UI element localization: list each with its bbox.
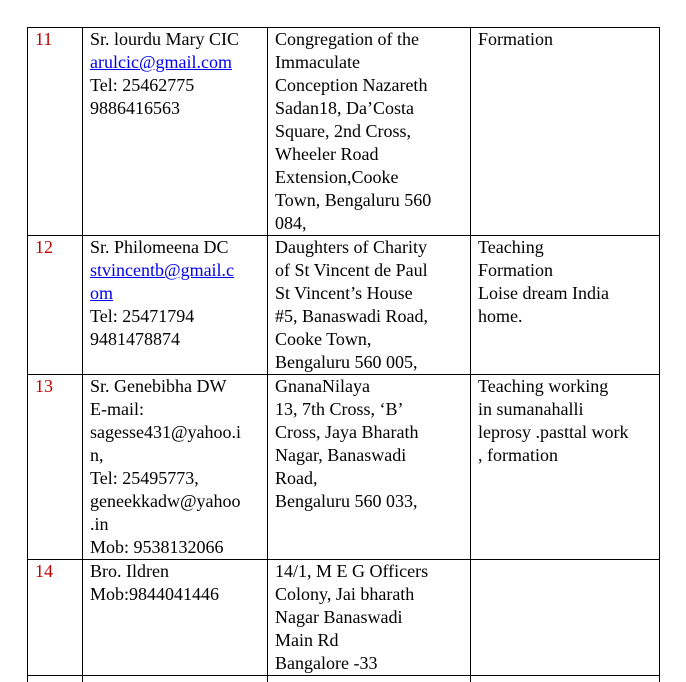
name-contact-cell: [83, 28, 268, 236]
table-row: [28, 560, 660, 676]
work-line: Formation: [478, 29, 553, 49]
empty-cell: [471, 676, 660, 682]
work-cell: [471, 375, 660, 560]
address-line: Bengaluru 560 005,: [275, 352, 418, 372]
address-line: 13, 7th Cross, ‘B’: [275, 399, 404, 419]
contact-text: sagesse431@yahoo.i: [90, 422, 242, 442]
address-line: Nagar, Banaswadi: [275, 445, 407, 465]
serial-number-cell: [28, 28, 83, 236]
address-line: 14/1, M E G Officers: [275, 561, 429, 581]
empty-cell: [28, 676, 83, 682]
address-line: Road,: [275, 468, 318, 488]
address-line: Extension,Cooke: [275, 167, 399, 187]
address-cell: [268, 28, 471, 236]
address-line: GnanaNilaya: [275, 376, 370, 396]
address-line: 084,: [275, 213, 307, 233]
address-line: Cooke Town,: [275, 329, 372, 349]
work-line: in sumanahalli: [478, 399, 584, 419]
address-line: Main Rd: [275, 630, 339, 650]
email-link[interactable]: stvincentb@gmail.c: [90, 260, 235, 280]
contact-text: .in: [90, 514, 109, 534]
serial-number-cell: [28, 375, 83, 560]
contact-text: Sr. Genebibha DW: [90, 376, 227, 396]
contact-text: Sr. lourdu Mary CIC: [90, 29, 240, 49]
address-line: Congregation of the: [275, 29, 419, 49]
work-line: , formation: [478, 445, 558, 465]
contact-text: n,: [90, 445, 104, 465]
phone-text: 9886416563: [90, 98, 180, 118]
address-line: Cross, Jaya Bharath: [275, 422, 419, 442]
address-line: Town, Bengaluru 560: [275, 190, 432, 210]
contact-text: Tel: 25495773,: [90, 468, 199, 488]
empty-cell: [268, 676, 471, 682]
work-cell: [471, 560, 660, 676]
name-contact-cell: [83, 236, 268, 375]
work-line: leprosy .pasttal work: [478, 422, 629, 442]
contact-text: E-mail:: [90, 399, 144, 419]
work-line: Teaching working: [478, 376, 609, 396]
name-contact-cell: [83, 375, 268, 560]
serial-number: 12: [35, 237, 53, 257]
work-line: Loise dream India: [478, 283, 609, 303]
address-line: Bangalore -33: [275, 653, 378, 673]
address-line: Nagar Banaswadi: [275, 607, 403, 627]
serial-number: 13: [35, 376, 53, 396]
address-line: Conception Nazareth: [275, 75, 428, 95]
address-line: Wheeler Road: [275, 144, 379, 164]
address-line: Sadan18, Da’Costa: [275, 98, 414, 118]
table-row: [28, 375, 660, 560]
address-line: of St Vincent de Paul: [275, 260, 428, 280]
address-cell: [268, 236, 471, 375]
address-line: Colony, Jai bharath: [275, 584, 415, 604]
serial-number-cell: [28, 560, 83, 676]
serial-number: 14: [35, 561, 53, 581]
address-line: Immaculate: [275, 52, 360, 72]
work-cell: [471, 28, 660, 236]
email-link[interactable]: om: [90, 283, 114, 303]
contacts-table: [27, 27, 660, 682]
name-contact-cell: [83, 560, 268, 676]
address-line: #5, Banaswadi Road,: [275, 306, 428, 326]
phone-text: Tel: 25471794: [90, 306, 195, 326]
table-row-partial: [28, 676, 660, 682]
work-line: home.: [478, 306, 523, 326]
contact-text: Mob:9844041446: [90, 584, 220, 604]
table-row: [28, 236, 660, 375]
serial-number: 11: [35, 29, 53, 49]
contacts-table-body: [28, 28, 660, 682]
work-line: Formation: [478, 260, 553, 280]
work-line: Teaching: [478, 237, 544, 257]
phone-text: Tel: 25462775: [90, 75, 195, 95]
address-line: St Vincent’s House: [275, 283, 413, 303]
empty-cell: [83, 676, 268, 682]
email-link[interactable]: arulcic@gmail.com: [90, 52, 233, 72]
address-line: Square, 2nd Cross,: [275, 121, 411, 141]
contact-text: Bro. Ildren: [90, 561, 169, 581]
serial-number-cell: [28, 236, 83, 375]
address-line: Bengaluru 560 033,: [275, 491, 418, 511]
contact-text: Sr. Philomeena DC: [90, 237, 229, 257]
work-cell: [471, 236, 660, 375]
contact-text: Mob: 9538132066: [90, 537, 224, 557]
address-line: Daughters of Charity: [275, 237, 427, 257]
table-row: [28, 28, 660, 236]
phone-text: 9481478874: [90, 329, 180, 349]
address-cell: [268, 560, 471, 676]
address-cell: [268, 375, 471, 560]
contact-text: geneekkadw@yahoo: [90, 491, 241, 511]
